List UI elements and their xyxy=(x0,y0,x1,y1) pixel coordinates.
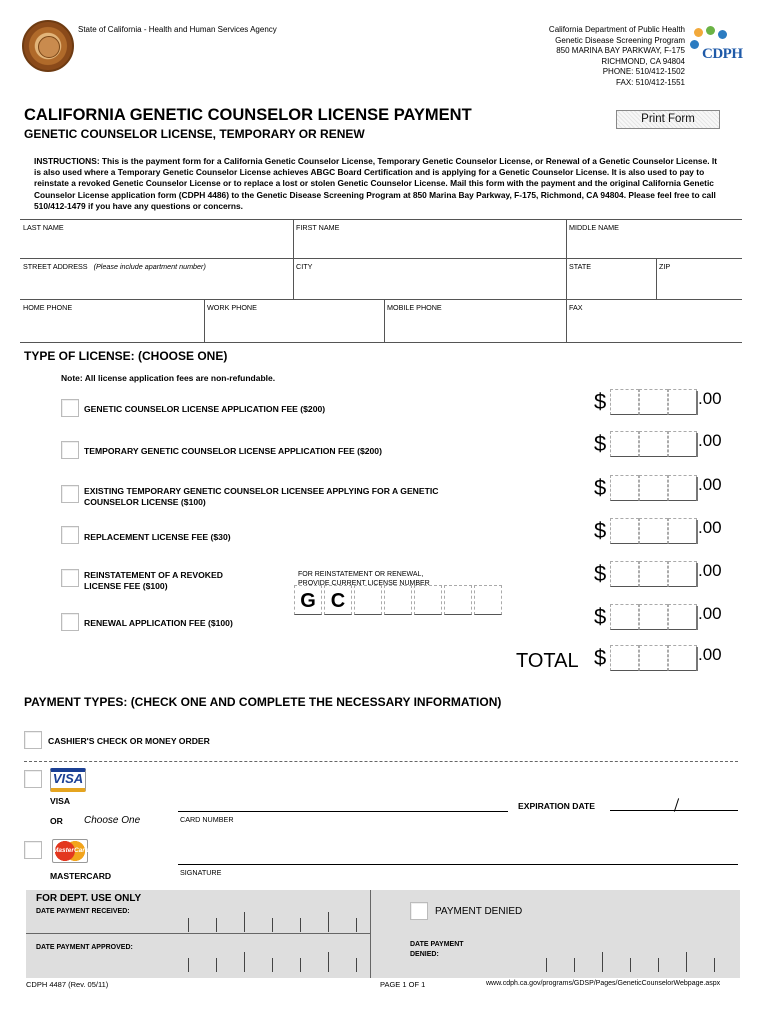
date-tick xyxy=(244,912,245,932)
gc-prefix-g: G xyxy=(294,585,322,615)
cents-label: .00 xyxy=(698,604,722,623)
signature-line xyxy=(178,864,738,865)
fee-label-line: LICENSE FEE ($100) xyxy=(84,581,168,591)
print-form-button[interactable]: Print Form xyxy=(616,110,720,129)
dept-divider xyxy=(26,933,370,934)
cashier-check-checkbox[interactable] xyxy=(24,731,42,749)
street-address-hint: (Please include apartment number) xyxy=(93,262,206,271)
state-field[interactable] xyxy=(566,259,656,299)
amount-digit-box[interactable] xyxy=(668,604,697,630)
page-number: PAGE 1 OF 1 xyxy=(380,980,426,989)
amount-digit-box[interactable] xyxy=(639,431,668,457)
instructions: INSTRUCTIONS: This is the payment form for a California Genetic Counselor License, Temporary Genetic Counselor License, or Renewal of a Genetic Counselor License. It is also used where a Temporary Genetic Counselor License achieves ABGC Board Certification and is applying for a Genetic Counselor License. It is also used to pay to reinstate a revoked Genetic Counselor License or to replace a lost or stolen Genetic Counselor License. Mail this form with the payment and the original California Genetic Counselor License application form (CDPH 4486) to the Genetic Disease Screening Program at 850 Marina Bay Parkway, F-175, Richmond, CA 94804. Please feel free to call 510/412-1479 if you have any questions or concerns. xyxy=(34,156,718,211)
amount-reinstatement[interactable] xyxy=(594,561,724,591)
amount-digit-box[interactable] xyxy=(639,604,668,630)
amount-existing-temporary[interactable] xyxy=(594,475,724,505)
signature-label: SIGNATURE xyxy=(180,868,222,877)
visa-label: VISA xyxy=(50,796,71,806)
section-divider xyxy=(24,761,738,762)
amount-digit-box[interactable] xyxy=(610,561,639,587)
middle-name-field[interactable] xyxy=(566,220,742,258)
dollar-sign: $ xyxy=(594,561,607,586)
license-number-note-line: FOR REINSTATEMENT OR RENEWAL, xyxy=(298,571,424,578)
fee-checkbox-replacement[interactable] xyxy=(61,526,79,544)
street-address-field[interactable] xyxy=(20,259,293,299)
dept-line: 850 MARINA BAY PARKWAY, F-175 xyxy=(556,46,685,55)
work-phone-label: WORK PHONE xyxy=(207,303,257,312)
date-tick xyxy=(188,958,189,972)
amount-digit-box[interactable] xyxy=(610,389,639,415)
home-phone-label: HOME PHONE xyxy=(23,303,73,312)
amount-digit-box[interactable] xyxy=(639,389,668,415)
california-state-seal xyxy=(22,20,74,72)
amount-license[interactable] xyxy=(594,389,724,419)
date-tick xyxy=(216,958,217,972)
fax-label: FAX xyxy=(569,303,583,312)
date-tick xyxy=(272,958,273,972)
fee-label-renewal: RENEWAL APPLICATION FEE ($100) xyxy=(84,618,233,628)
fee-label-line: EXISTING TEMPORARY GENETIC COUNSELOR LICENSEE APPLYING FOR A GENETIC xyxy=(84,486,439,496)
date-tick xyxy=(272,918,273,932)
fee-label-line: COUNSELOR LICENSE ($100) xyxy=(84,497,206,507)
city-field[interactable] xyxy=(293,259,566,299)
date-tick xyxy=(244,952,245,972)
mobile-phone-field[interactable] xyxy=(384,300,566,342)
license-digit-box[interactable] xyxy=(414,585,442,615)
choose-one-label: Choose One xyxy=(84,815,141,826)
form-id: CDPH 4487 (Rev. 05/11) xyxy=(26,980,109,989)
amount-digit-box[interactable] xyxy=(639,645,668,671)
license-number-input[interactable] xyxy=(290,585,512,617)
amount-digit-box[interactable] xyxy=(610,518,639,544)
fee-checkbox-renewal[interactable] xyxy=(61,613,79,631)
dollar-sign: $ xyxy=(594,645,607,670)
fee-label-license: GENETIC COUNSELOR LICENSE APPLICATION FEE ($200) xyxy=(84,404,326,414)
dept-line: FAX: 510/412-1551 xyxy=(616,77,685,87)
amount-digit-box[interactable] xyxy=(639,475,668,501)
amount-digit-box[interactable] xyxy=(668,561,697,587)
date-tick xyxy=(216,918,217,932)
date-tick xyxy=(602,952,603,972)
cents-label: .00 xyxy=(698,645,722,664)
dept-line: PHONE: 510/412-1502 xyxy=(602,67,685,76)
fee-label-reinstatement xyxy=(84,570,223,592)
gc-prefix-c: C xyxy=(324,585,352,615)
license-number-note-line: PROVIDE CURRENT LICENSE NUMBER xyxy=(298,580,430,587)
work-phone-field[interactable] xyxy=(204,300,384,342)
cents-label: .00 xyxy=(698,389,722,408)
amount-digit-box[interactable] xyxy=(668,431,697,457)
license-digit-box[interactable] xyxy=(444,585,472,615)
amount-temporary[interactable] xyxy=(594,431,724,461)
date-tick xyxy=(630,958,631,972)
home-phone-field[interactable] xyxy=(20,300,204,342)
dept-line: California Department of Public Health xyxy=(548,25,685,34)
date-denied-label xyxy=(410,940,464,960)
date-tick xyxy=(188,918,189,932)
dept-use-section xyxy=(26,890,740,978)
fee-checkbox-license[interactable] xyxy=(61,399,79,417)
dept-divider-vertical xyxy=(370,890,371,978)
mobile-phone-label: MOBILE PHONE xyxy=(387,303,442,312)
fee-label-temporary: TEMPORARY GENETIC COUNSELOR LICENSE APPLICATION FEE ($200) xyxy=(84,446,382,456)
mastercard-logo xyxy=(52,839,88,863)
page-subtitle: GENETIC COUNSELOR LICENSE, TEMPORARY OR RENEW xyxy=(24,127,365,141)
dollar-sign: $ xyxy=(594,518,607,543)
license-digit-box[interactable] xyxy=(474,585,502,615)
amount-total[interactable] xyxy=(594,645,724,675)
amount-digit-box[interactable] xyxy=(668,645,697,671)
payment-denied-label: PAYMENT DENIED xyxy=(435,906,523,917)
fee-label-existing-temporary xyxy=(84,486,438,508)
cdph-logo-text: CDPH xyxy=(702,46,743,62)
fee-checkbox-temporary[interactable] xyxy=(61,441,79,459)
middle-name-label: MIDDLE NAME xyxy=(569,223,619,232)
dollar-sign: $ xyxy=(594,604,607,629)
date-tick xyxy=(300,918,301,932)
license-type-heading: TYPE OF LICENSE: (CHOOSE ONE) xyxy=(24,349,228,363)
mastercard-checkbox[interactable] xyxy=(24,841,42,859)
cents-label: .00 xyxy=(698,561,722,580)
date-tick xyxy=(658,958,659,972)
date-denied-line: DATE PAYMENT xyxy=(410,941,464,948)
cdph-logo xyxy=(688,26,744,72)
zip-field[interactable] xyxy=(656,259,742,299)
amount-replacement[interactable] xyxy=(594,518,724,548)
amount-digit-box[interactable] xyxy=(610,475,639,501)
payment-types-heading: PAYMENT TYPES: (CHECK ONE AND COMPLETE THE NECESSARY INFORMATION) xyxy=(24,695,502,709)
first-name-field[interactable] xyxy=(293,220,566,258)
last-name-label: LAST NAME xyxy=(23,223,64,232)
date-denied-line: DENIED: xyxy=(410,951,439,958)
zip-label: ZIP xyxy=(659,262,671,271)
date-tick xyxy=(356,918,357,932)
non-refundable-note: Note: All license application fees are non-refundable. xyxy=(61,373,276,383)
dept-use-heading: FOR DEPT. USE ONLY xyxy=(36,893,142,904)
date-tick xyxy=(714,958,715,972)
amount-digit-box[interactable] xyxy=(639,518,668,544)
card-number-label: CARD NUMBER xyxy=(180,815,234,824)
visa-logo: VISA xyxy=(50,768,86,792)
card-number-field[interactable] xyxy=(178,798,508,812)
amount-digit-box[interactable] xyxy=(668,518,697,544)
dollar-sign: $ xyxy=(594,431,607,456)
dollar-sign: $ xyxy=(594,475,607,500)
date-received-label: DATE PAYMENT RECEIVED: xyxy=(36,908,130,915)
cents-label: .00 xyxy=(698,431,722,450)
last-name-field[interactable] xyxy=(20,220,293,258)
expiration-date-label: EXPIRATION DATE xyxy=(518,801,596,811)
visa-checkbox[interactable] xyxy=(24,770,42,788)
fee-checkbox-reinstatement[interactable] xyxy=(61,569,79,587)
amount-digit-box[interactable] xyxy=(610,604,639,630)
department-address xyxy=(549,25,685,88)
expiration-date-field[interactable] xyxy=(610,800,738,811)
date-tick xyxy=(546,958,547,972)
or-label: OR xyxy=(50,816,63,826)
date-slash xyxy=(674,798,679,812)
mastercard-label: MASTERCARD xyxy=(50,871,112,881)
total-label: TOTAL xyxy=(516,650,579,672)
date-tick xyxy=(574,958,575,972)
cashier-check-label: CASHIER'S CHECK OR MONEY ORDER xyxy=(48,736,210,746)
dept-line: Genetic Disease Screening Program xyxy=(555,35,685,45)
agency-name: State of California - Health and Human Services Agency xyxy=(78,25,277,34)
dollar-sign: $ xyxy=(594,389,607,414)
date-tick xyxy=(300,958,301,972)
first-name-label: FIRST NAME xyxy=(296,223,340,232)
fax-field[interactable] xyxy=(566,300,742,342)
date-tick xyxy=(686,952,687,972)
amount-digit-box[interactable] xyxy=(610,645,639,671)
amount-digit-box[interactable] xyxy=(668,475,697,501)
fee-checkbox-existing-temporary[interactable] xyxy=(61,485,79,503)
signature-field[interactable] xyxy=(178,848,738,864)
fee-label-line: REINSTATEMENT OF A REVOKED xyxy=(84,570,223,580)
cents-label: .00 xyxy=(698,475,722,494)
footer-url[interactable]: www.cdph.ca.gov/programs/GDSP/Pages/GeneticCounselorWebpage.aspx xyxy=(486,980,721,987)
cents-label: .00 xyxy=(698,518,722,537)
date-tick xyxy=(328,952,329,972)
amount-digit-box[interactable] xyxy=(639,561,668,587)
page-title: CALIFORNIA GENETIC COUNSELOR LICENSE PAYMENT xyxy=(24,106,472,124)
amount-renewal[interactable] xyxy=(594,604,724,634)
applicant-info-grid xyxy=(20,219,742,342)
payment-denied-checkbox[interactable] xyxy=(410,902,428,920)
fee-label-replacement: REPLACEMENT LICENSE FEE ($30) xyxy=(84,532,231,542)
license-digit-box[interactable] xyxy=(354,585,382,615)
license-digit-box[interactable] xyxy=(384,585,412,615)
city-label: CITY xyxy=(296,262,313,271)
amount-digit-box[interactable] xyxy=(610,431,639,457)
mastercard-logo-text: MasterCard xyxy=(53,847,89,854)
dept-line: RICHMOND, CA 94804 xyxy=(601,56,685,66)
street-address-label: STREET ADDRESS xyxy=(23,262,88,271)
amount-digit-box[interactable] xyxy=(668,389,697,415)
date-tick xyxy=(328,912,329,932)
date-tick xyxy=(356,958,357,972)
date-approved-label: DATE PAYMENT APPROVED: xyxy=(36,944,133,951)
state-label: STATE xyxy=(569,262,592,271)
